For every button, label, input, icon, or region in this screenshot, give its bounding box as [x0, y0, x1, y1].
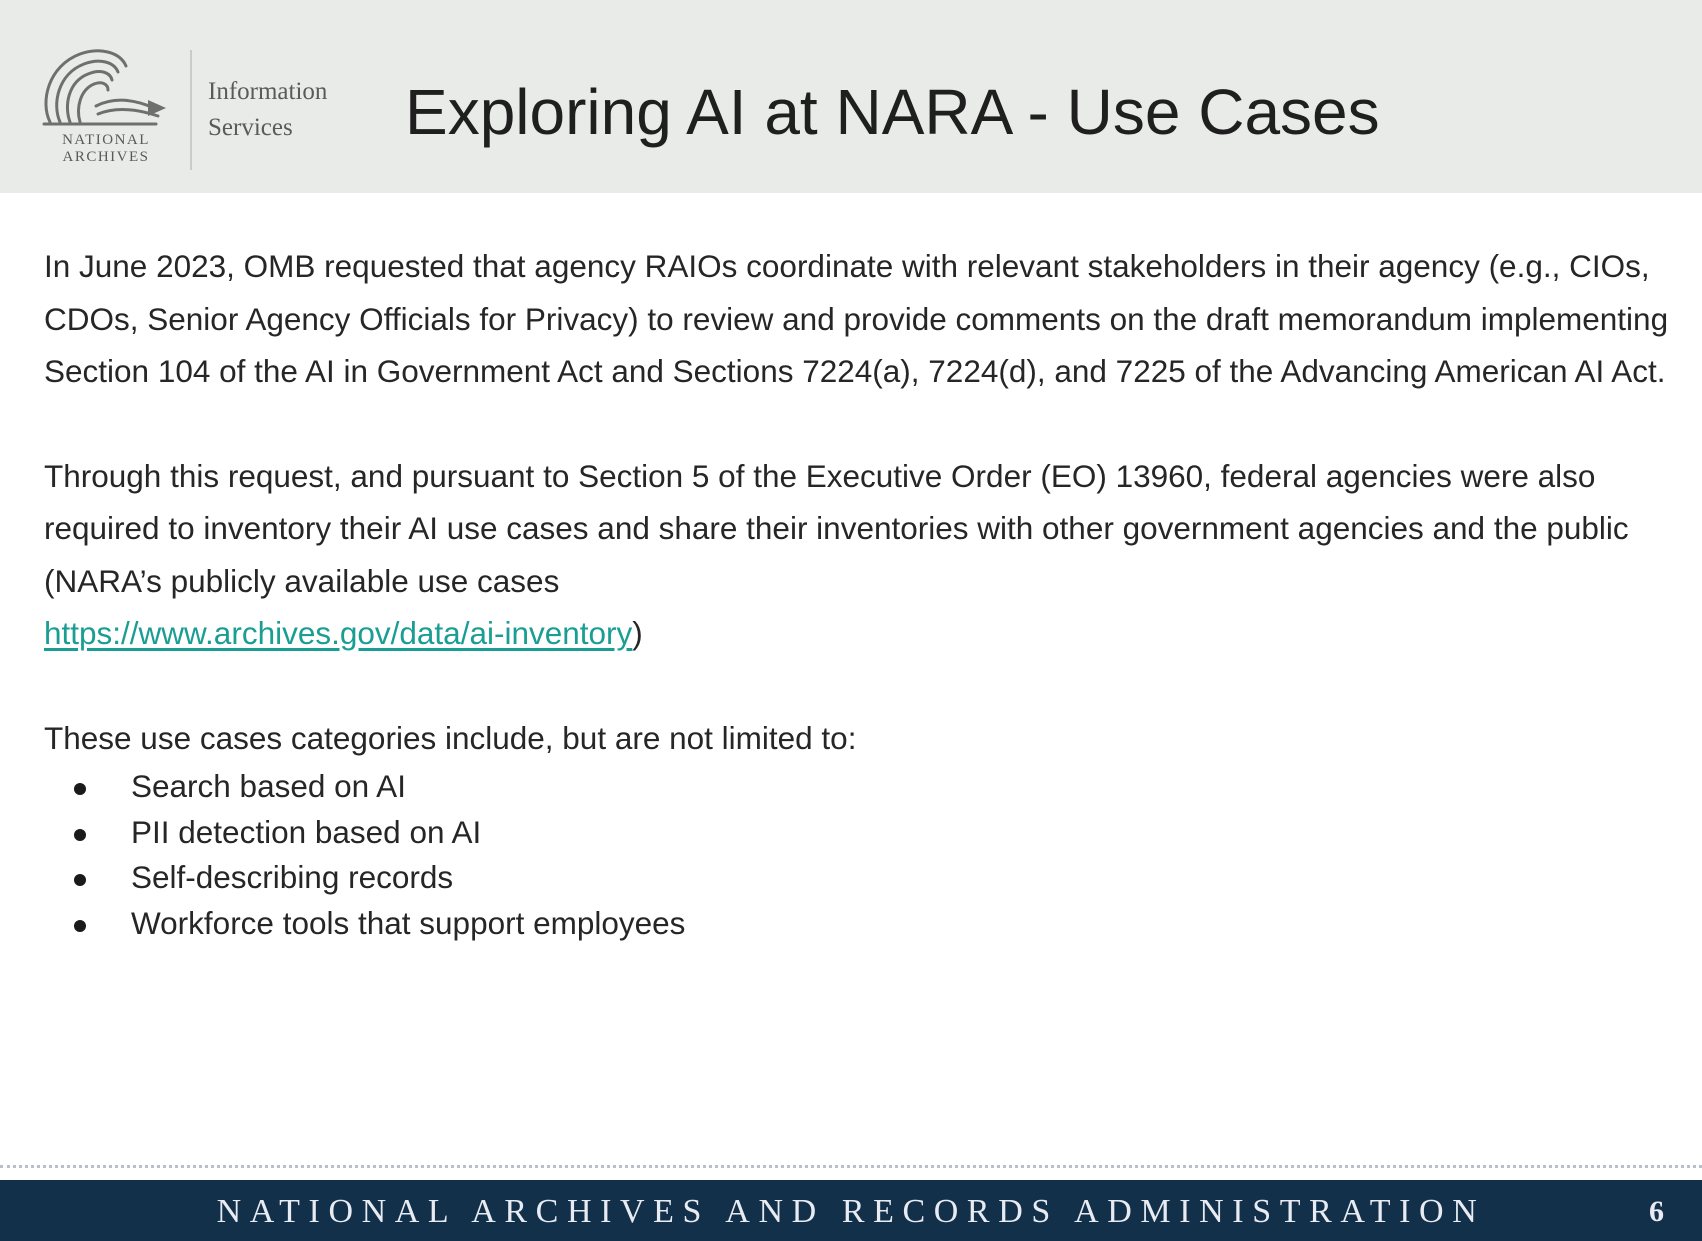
list-item-label: Search based on AI	[131, 768, 406, 804]
logo-caption-line-2: ARCHIVES	[62, 149, 150, 165]
slide-header	[0, 0, 1702, 193]
list-item	[44, 855, 1674, 901]
unit-name-line-2: Services	[208, 114, 293, 141]
logo-caption	[36, 132, 176, 166]
use-case-list	[44, 764, 1674, 946]
list-item	[44, 901, 1674, 947]
paragraph-eo-inventory	[44, 450, 1674, 660]
slide-title: Exploring AI at NARA - Use Cases	[405, 76, 1380, 148]
list-intro: These use cases categories include, but are not limited to:	[44, 719, 857, 756]
paragraph-eo-inventory-text: Through this request, and pursuant to Section 5 of the Executive Order (EO) 13960, federal agencies were also required to inventory their AI use cases and share their inventories with other government agencies and the public (NARA’s publicly available use cases	[44, 457, 1629, 599]
unit-name	[208, 74, 358, 146]
bullet-icon	[74, 783, 86, 795]
unit-name-line-1: Information	[208, 78, 328, 105]
eagle-wave-icon	[36, 44, 176, 132]
bullet-icon	[74, 829, 86, 841]
national-archives-logo	[36, 44, 176, 180]
footer-dotted-divider	[0, 1165, 1702, 1168]
bullet-icon	[74, 874, 86, 886]
paragraph-eo-inventory-close: )	[632, 615, 643, 651]
paragraph-omb-request: In June 2023, OMB requested that agency RAIOs coordinate with relevant stakeholders in their agency (e.g., CIOs, CDOs, Senior Agency Officials for Privacy) to review and provide comments on the draft memorandum implementing Section 104 of the AI in Government Act and Sections 7224(a), 7224(d), and 7225 of the Advancing American AI Act.	[44, 248, 1669, 389]
ai-inventory-link[interactable]: https://www.archives.gov/data/ai-inventory	[44, 615, 633, 651]
list-item-label: PII detection based on AI	[131, 813, 482, 850]
slide-content	[44, 240, 1674, 946]
page-number: 6	[1649, 1195, 1664, 1228]
slide-footer	[0, 1180, 1702, 1241]
footer-org-name: NATIONAL ARCHIVES AND RECORDS ADMINISTRATION	[216, 1193, 1486, 1230]
logo-caption-line-1: NATIONAL	[62, 132, 150, 148]
header-divider	[190, 50, 192, 170]
bullet-icon	[74, 920, 86, 932]
list-item-label: Self-describing records	[131, 859, 454, 895]
list-item	[44, 810, 1674, 856]
list-item-label: Workforce tools that support employees	[131, 904, 686, 941]
list-item	[44, 764, 1674, 810]
